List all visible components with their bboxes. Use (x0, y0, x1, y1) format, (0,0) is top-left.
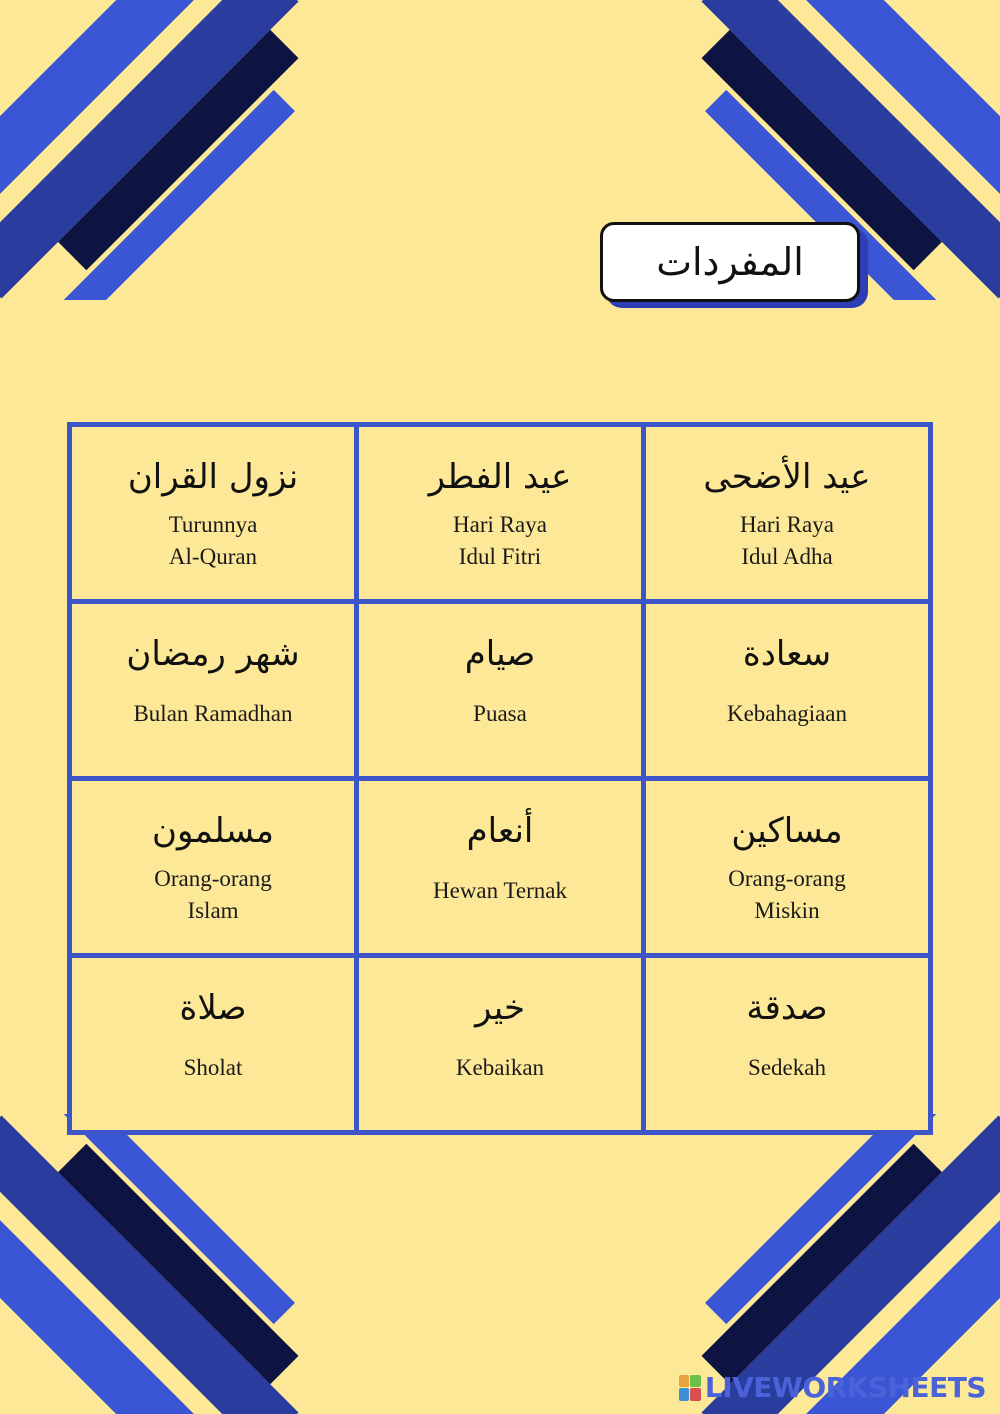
liveworksheets-badge-icon (679, 1375, 701, 1401)
translation: Orang-orang Miskin (728, 866, 846, 923)
arabic-word: سعادة (742, 634, 832, 674)
translation: Kebahagiaan (726, 701, 848, 726)
arabic-word: خير (474, 988, 526, 1028)
vocab-cell (359, 781, 641, 953)
vocab-cell (72, 781, 354, 953)
vocab-cell (646, 427, 928, 599)
translation: Hari Raya Idul Fitri (453, 512, 547, 569)
vocabulary-table (67, 422, 933, 1135)
arabic-word: مساكين (731, 811, 843, 851)
title-frame (600, 222, 860, 302)
vocab-cell (646, 781, 928, 953)
translation: Orang-orang Islam (154, 866, 272, 923)
vocab-cell (72, 958, 354, 1130)
arabic-word: نزول القران (127, 457, 299, 497)
arabic-word: أنعام (466, 811, 534, 851)
vocab-cell (359, 427, 641, 599)
vocab-cell (646, 604, 928, 776)
translation: Turunnya Al-Quran (168, 512, 258, 569)
translation: Hewan Ternak (433, 878, 567, 903)
arabic-word: صيام (464, 634, 536, 674)
vocab-cell (72, 427, 354, 599)
arabic-word: شهر رمضان (126, 634, 300, 674)
translation: Sedekah (748, 1055, 826, 1080)
corner-decoration-bottom-left (0, 1114, 300, 1414)
arabic-word: صدقة (746, 988, 828, 1028)
page-title: المفردات (656, 240, 804, 284)
arabic-word: عيد الأضحى (703, 457, 871, 497)
translation: Bulan Ramadhan (133, 701, 293, 726)
vocab-cell (72, 604, 354, 776)
translation: Puasa (473, 701, 527, 726)
liveworksheets-logo (679, 1371, 986, 1404)
translation: Hari Raya Idul Adha (740, 512, 834, 569)
corner-decoration-bottom-right (700, 1114, 1000, 1414)
arabic-word: عيد الفطر (428, 457, 572, 497)
vocab-cell (359, 604, 641, 776)
translation: Sholat (183, 1055, 243, 1080)
watermark-text: LIVEWORKSHEETS (704, 1371, 986, 1404)
title-box (600, 222, 868, 308)
vocab-cell (646, 958, 928, 1130)
vocab-cell (359, 958, 641, 1130)
arabic-word: صلاة (179, 988, 247, 1028)
arabic-word: مسلمون (152, 811, 274, 851)
translation: Kebaikan (455, 1055, 545, 1080)
corner-decoration-top-left (0, 0, 300, 300)
